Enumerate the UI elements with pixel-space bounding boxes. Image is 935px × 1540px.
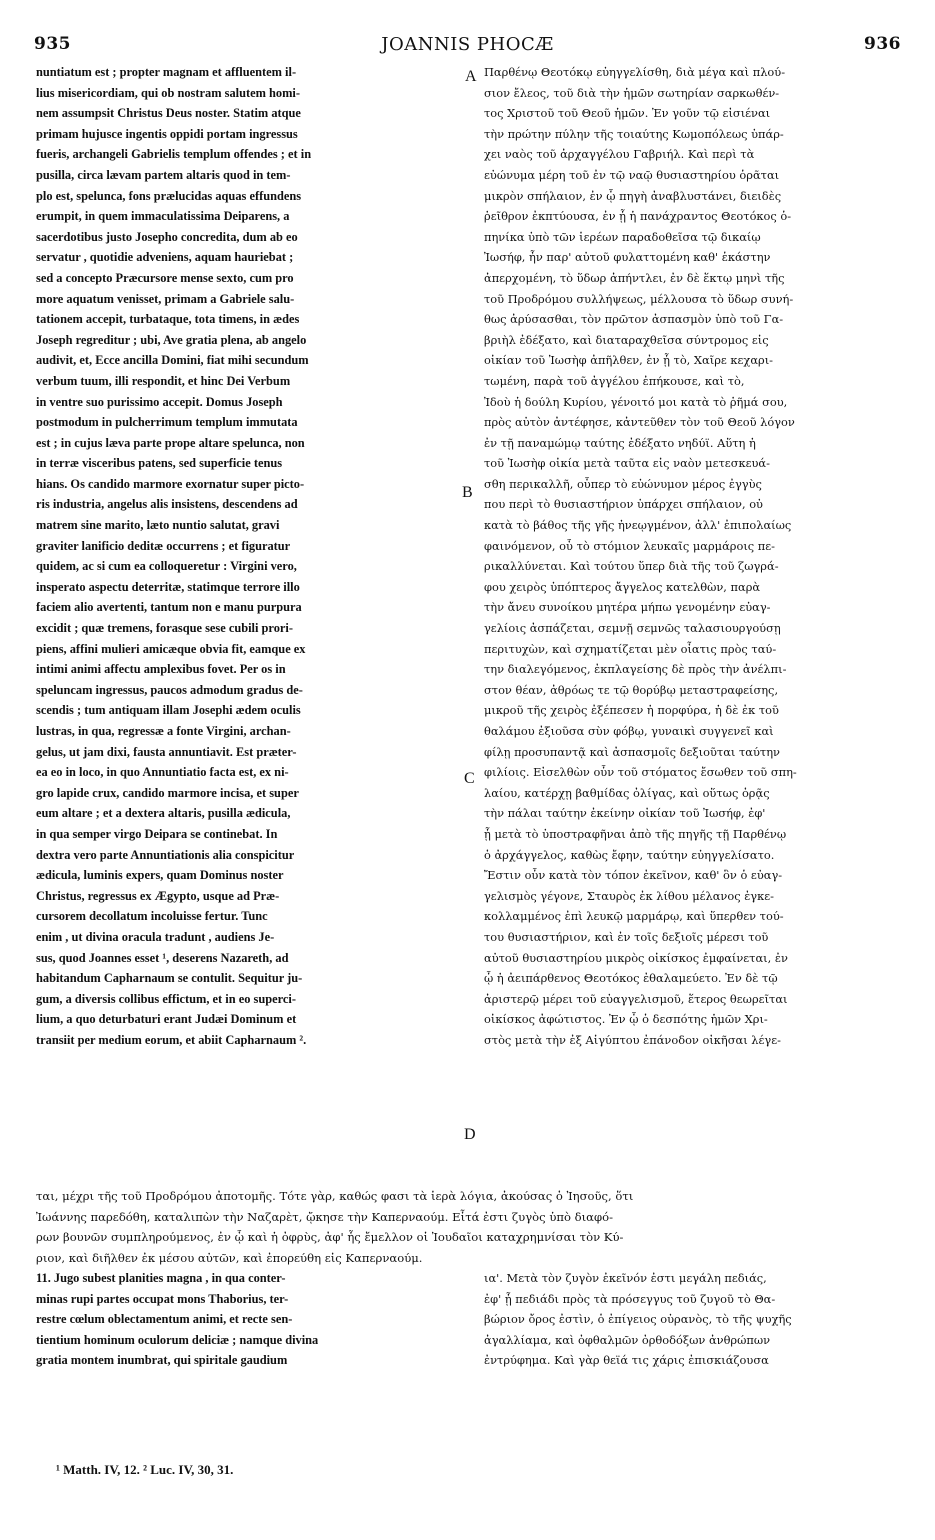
greek-text-line: ῥεῖθρον ἐκπτύουσα, ἐν ᾗ ἡ πανάχραντος Θεοτόκος ὁ- xyxy=(484,209,792,224)
greek-text-line: βώριον ὄρος ἐστὶν, ὁ ἐπίγειος οὐρανὸς, τὸ τῆς ψυχῆς xyxy=(484,1312,792,1327)
latin-text-line: insperato aspectu deterritæ, statimque terrore illo xyxy=(36,579,300,594)
greek-text-line: γελίοις ἀσπάζεται, σεμνῇ σεμνῶς ταλασιουργούσῃ xyxy=(484,621,781,636)
greek-text-line: τοῦ Προδρόμου συλλήψεως, μέλλουσα τὸ ὕδωρ συνή- xyxy=(484,291,794,306)
greek-text-line: τοῦ Ἰωσὴφ οἰκία μετὰ ταῦτα εἰς ναὸν μετεσκευά- xyxy=(484,456,770,471)
greek-text-line: φαινόμενον, οὗ τὸ στόμιον λευκαῖς μαρμάροις πε- xyxy=(484,538,776,553)
latin-text-line: cursorem decollatum incoluisse fertur. Tunc xyxy=(36,909,268,924)
latin-text-line: in ventre suo purissimo accepit. Domus Joseph xyxy=(36,394,283,409)
greek-column xyxy=(484,62,908,1051)
greek-text-line: χει ναὸς τοῦ ἀρχαγγέλου Γαβριήλ. Καὶ περὶ τὰ xyxy=(484,147,755,162)
latin-text-line: plo est, spelunca, fons prælucidas aquas effundens xyxy=(36,188,302,203)
greek-text-line: Παρθένῳ Θεοτόκῳ εὐηγγελίσθη, διὰ μέγα καὶ πλού- xyxy=(484,65,786,79)
greek-text-line: τος Χριστοῦ τοῦ Θεοῦ ἡμῶν. Ἐν γοῦν τῷ εἰσιέναι xyxy=(484,106,771,121)
latin-text-line: lustras, in qua, regressæ a fonte Virgini, archan- xyxy=(36,724,291,738)
latin-text-line: sacerdotibus justo Josepho concredita, dum ab eo xyxy=(36,229,298,244)
greek-text-line: κατὰ τὸ βάθος τῆς γῆς ἠνεῳγμένον, ἀλλ' ἐπιπολαίως xyxy=(484,518,792,533)
latin-text-line: scendis ; tum antiquam illam Josephi ædem oculis xyxy=(36,703,301,718)
greek-text-line: φου χειρὸς ὑπόπτερος ἄγγελος κατελθὼν, παρὰ xyxy=(484,579,761,594)
greek-text-line: εὐώνυμα μέρη τοῦ ἐν τῷ ναῷ θυσιαστηρίου ὁρᾶται xyxy=(484,167,780,182)
greek-text-line: ια'. Μετὰ τὸν ζυγὸν ἐκεῖνόν ἐστι μεγάλη πεδιάς, xyxy=(484,1271,767,1285)
section-marker-a: A xyxy=(465,68,477,85)
greek-text-line: ἀπερχομένη, τὸ ὕδωρ ἀπήντλει, ἐν δὲ ἕκτῳ μηνὶ τῆς xyxy=(484,270,785,285)
latin-text-line: est ; in cujus læva parte prope altare spelunca, non xyxy=(36,435,305,450)
latin-text-line: Christus, regressus ex Ægypto, usque ad Præ- xyxy=(36,888,280,903)
latin-text-line: fueris, archangeli Gabrielis templum offendes ; et in xyxy=(36,147,312,162)
greek-text-line: τὴν πρώτην πύλην τῆς τοιαύτης Κωμοπόλεως ὑπάρ- xyxy=(484,126,784,141)
latin-text-line: gratia montem inumbrat, qui spiritale gaudium xyxy=(36,1353,288,1368)
greek-text-line: ἐφ' ᾗ πεδιάδι πρὸς τὰ πρόσεγγυς τοῦ ζυγοῦ τὸ Θα- xyxy=(484,1291,776,1306)
latin-text-line: sus, quod Joannes esset ¹, deserens Nazareth, ad xyxy=(36,950,289,965)
latin-text-line: erumpit, in quem immaculatissima Deiparens, a xyxy=(36,209,290,224)
latin-text-line: habitandum Capharnaum se contulit. Sequitur ju- xyxy=(36,971,303,986)
latin-text-line: tientium hominum oculorum deliciæ ; namque divina xyxy=(36,1332,319,1347)
latin-text-line: 11. Jugo subest planities magna , in qua conter- xyxy=(36,1271,286,1285)
latin-text-line: dextra vero parte Annuntiationis alia conspicitur xyxy=(36,847,295,862)
greek-text-line: πρὸς αὐτὸν ἀντέφησε, κἀντεῦθεν τὸν τοῦ Θεοῦ λόγον xyxy=(484,415,795,430)
greek-text-line: ὁ ἀρχάγγελος, καθὼς ἔφην, ταύτην εὐηγγελίσατο. xyxy=(484,847,775,862)
greek-text-line: τωμένη, παρὰ τοῦ ἀγγέλου ἐπήκουσε, καὶ τὸ, xyxy=(484,373,745,388)
latin-text-line: postmodum in pulcherrimum templum immutata xyxy=(36,415,298,430)
greek-text-line: στὸς μετὰ τὴν ἐξ Αἰγύπτου ἐπάνοδον οἰκῆσαι λέγε- xyxy=(484,1032,781,1047)
latin-text-line: lius misericordiam, qui ob nostram salutem homi- xyxy=(36,85,300,100)
greek-text-line: θως ἀρύσασθαι, τὸν πρῶτον ἀσπασμὸν ὑπὸ τοῦ Γα- xyxy=(484,312,784,327)
greek-text-line: οἰκίαν τοῦ Ἰωσὴφ ἀπῆλθεν, ἐν ᾗ τὸ, Χαῖρε κεχαρι- xyxy=(484,353,774,368)
latin-text-line: pusilla, circa lævam partem altaris quod in tem- xyxy=(36,167,291,182)
latin-text-line: Joseph regreditur ; ubi, Ave gratia plena, ab angelo xyxy=(36,332,307,347)
greek-text-line: τὴν πάλαι ταύτην ἐκείνην οἰκίαν τοῦ Ἰωσήφ, ἐφ' xyxy=(484,806,766,821)
greek-text-line: ριον, καὶ διῆλθεν ἐκ μέσου αὐτῶν, καὶ ἐπορεύθη εἰς Καπερναούμ. xyxy=(36,1250,423,1265)
greek-text-line: ἀριστερῷ μέρει τοῦ εὐαγγελισμοῦ, ἕτερος θεωρεῖται xyxy=(484,991,788,1006)
latin-text-line: audivit, et, Ecce ancilla Domini, fiat mihi secundum xyxy=(36,353,309,368)
greek-text-line: αὐτοῦ θυσιαστηρίου μικρὸς οἰκίσκος ἐμφαίνεται, ἐν xyxy=(484,950,788,965)
latin-text-line: quidem, ac si cum ea colloqueretur : Virgini vero, xyxy=(36,559,297,574)
greek-fullwidth-paragraph xyxy=(36,1186,908,1268)
greek-text-line: μικρὸν σπήλαιον, ἐν ᾧ πηγὴ ἀναβλυστάνει, διειδὲς xyxy=(484,188,782,203)
greek-text-line: Ἔστιν οὖν κατὰ τὸν τόπον ἐκεῖνον, καθ' ὃν ὁ εὐαγ- xyxy=(484,868,783,883)
greek-text-line: ἐντρύφημα. Καὶ γὰρ θεϊά τις χάρις ἐπισκιάζουσα xyxy=(484,1353,769,1368)
left-page-number: 935 xyxy=(34,34,71,54)
page-header xyxy=(30,34,905,58)
greek-text-line: μικροῦ τῆς χειρὸς ἐξέπεσεν ἡ πορφύρα, ἡ δὲ ἐκ τοῦ xyxy=(484,703,779,718)
greek-text-line: ᾗ μετὰ τὸ ὑποστραφῆναι ἀπὸ τῆς πηγῆς τῇ Παρθένῳ xyxy=(484,826,787,841)
latin-text-line: transiit per medium eorum, et abiit Capharnaum ². xyxy=(36,1032,307,1047)
greek-text-line: σιον ἔλεος, τοῦ διὰ τὴν ἡμῶν σωτηρίαν σαρκωθέν- xyxy=(484,85,780,100)
latin-text-line: sed a concepto Præcursore mense sexto, cum pro xyxy=(36,270,294,285)
greek-text-line: Ἰδοὺ ἡ δούλη Κυρίου, γένοιτό μοι κατὰ τὸ ῥῆμά σου, xyxy=(484,394,788,409)
latin-text-line: more aquatum venisset, primam a Gabriele salu- xyxy=(36,291,295,306)
latin-text-line: servatur , quotidie adveniens, aquam hauriebat ; xyxy=(36,250,294,265)
latin-text-line: gum, a diversis collibus effictum, et in eo superci- xyxy=(36,991,296,1006)
greek-text-line: στον θέαν, ἀθρόως τε τῷ θορύβῳ μεταστραφείσης, xyxy=(484,682,779,697)
latin-text-line: faciem alio avertenti, tantum non e manu purpura xyxy=(36,600,302,615)
latin-text-line: in qua semper virgo Deipara se continebat. In xyxy=(36,826,278,841)
latin-text-line: minas rupi partes occupat mons Thaborius, ter- xyxy=(36,1291,289,1306)
greek-column-section-11 xyxy=(484,1268,908,1371)
running-title: JOANNIS PHOCÆ xyxy=(381,34,554,55)
greek-text-line: Ἰωσήφ, ἦν παρ' αὐτοῦ φυλαττομένη καθ' ἑκάστην xyxy=(484,250,771,265)
latin-text-line: nem assumpsit Christus Deus noster. Statim atque xyxy=(36,106,301,121)
greek-text-line: φιλίοις. Εἰσελθὼν οὖν τοῦ στόματος ἔσωθεν τοῦ σπη- xyxy=(484,765,797,780)
right-page-number: 936 xyxy=(864,34,901,54)
section-marker-b: B xyxy=(462,484,473,501)
greek-text-line: κολλαμμένος ἐπὶ λευκῷ μαρμάρῳ, καὶ ὕπερθεν τού- xyxy=(484,909,784,924)
greek-text-line: ᾧ ἡ ἀειπάρθενος Θεοτόκος ἐθαλαμεύετο. Ἐν δὲ τῷ xyxy=(484,971,778,986)
latin-text-line: enim , ut divina oracula tradunt , audiens Je- xyxy=(36,929,275,944)
latin-column xyxy=(36,62,460,1051)
latin-text-line: lium, a quo deturbaturi erant Judæi Dominum et xyxy=(36,1012,297,1027)
greek-text-line: του θυσιαστήριον, καὶ ἐν τοῖς δεξιοῖς μέρεσι τοῦ xyxy=(484,929,769,944)
latin-text-line: ris industria, angelus alis insistens, descendens ad xyxy=(36,497,298,512)
latin-column-section-11 xyxy=(36,1268,460,1371)
latin-text-line: ædicula, luminis expers, quam Dominus noster xyxy=(36,868,284,883)
latin-text-line: piens, affini mulieri amicæque obvia fit, eamque ex xyxy=(36,641,306,656)
latin-text-line: excidit ; quæ tremens, forasque sese cubili prori- xyxy=(36,621,293,636)
latin-text-line: nuntiatum est ; propter magnam et affluentem il- xyxy=(36,65,297,79)
greek-text-line: ἐν τῇ παναμώμῳ ταύτης ἐδέξατο νηδύϊ. Αὕτη ἡ xyxy=(484,435,756,450)
greek-text-line: που περὶ τὸ θυσιαστήριον ὑπάρχει σπήλαιον, οὐ xyxy=(484,497,763,512)
greek-text-line: πηνίκα ὑπὸ τῶν ἱερέων παραδοθεῖσα τῷ δικαίῳ xyxy=(484,229,761,244)
greek-text-line: σθη περικαλλῆ, οὗπερ τὸ εὐώνυμον μέρος ἐγγὺς xyxy=(484,476,762,491)
greek-text-line: λαίου, κατέρχῃ βαθμίδας ὀλίγας, καὶ οὕτως ὁρᾷς xyxy=(484,785,770,800)
section-marker-c: C xyxy=(464,770,475,787)
greek-text-line: φίλῃ προσυπαντᾷ καὶ ἀσπασμοῖς δεξιοῦται ταύτην xyxy=(484,744,780,759)
latin-text-line: primam hujusce ingentis oppidi portam ingressus xyxy=(36,126,298,141)
latin-text-line: matrem sine marito, læto nuntio salutat, gravi xyxy=(36,518,280,533)
latin-text-line: in terræ visceribus patens, sed superficie tenus xyxy=(36,456,283,471)
latin-text-line: intimi animi affectu amplexibus fovet. Per os in xyxy=(36,662,286,677)
latin-text-line: tationem accepit, turbataque, tota timens, in ædes xyxy=(36,312,300,327)
latin-text-line: gelus, ut jam dixi, fausta annuntiavit. Est præter- xyxy=(36,744,297,759)
greek-text-line: θαλάμου ἐξιοῦσα σὺν φόβῳ, γυναικὶ συγγενεῖ καὶ xyxy=(484,724,774,738)
latin-text-line: graviter lanificio deditæ occurrens ; et figuratur xyxy=(36,538,291,553)
latin-text-line: speluncam ingressus, paucos admodum gradus de- xyxy=(36,682,303,697)
greek-text-line: ἀγαλλίαμα, καὶ ὀφθαλμῶν ὀρθοδόξων ἀνθρώπων xyxy=(484,1332,771,1347)
greek-text-line: την διαλεγόμενος, ἐκπλαγείσης δὲ πρὸς τὴν ἀνέλπι- xyxy=(484,662,787,677)
greek-text-line: βριὴλ ἐδέξατο, καὶ διαταραχθεῖσα σύντρομος εἰς xyxy=(484,332,769,347)
greek-text-line: ρων βουνῶν συμπληρούμενος, ἐν ᾧ καὶ ἡ ὀφρὺς, ἀφ' ἧς ἔμελλον οἱ Ἰουδαῖοι καταχρημνίσαι τὸν Κύ- xyxy=(36,1230,624,1245)
greek-text-line: ται, μέχρι τῆς τοῦ Προδρόμου ἀποτομῆς. Τότε γὰρ, καθώς φασι τὰ ἱερὰ λόγια, ἀκούσας ὁ Ἰησοῦς, ὅτι xyxy=(36,1189,634,1203)
latin-text-line: hians. Os candido marmore exornatur super picto- xyxy=(36,476,305,491)
greek-text-line: περιτυχὼν, καὶ σχηματίζεται μὲν οἷατις πρὸς ταύ- xyxy=(484,641,777,656)
latin-text-line: gro lapide crux, candido marmore incisa, et super xyxy=(36,785,299,800)
footnotes: ¹ Matth. IV, 12. ² Luc. IV, 30, 31. xyxy=(56,1462,234,1477)
latin-text-line: restre cœlum oblectamentum animi, et recte sen- xyxy=(36,1312,293,1327)
latin-text-line: ea eo in loco, in quo Annuntiatio facta est, ex ni- xyxy=(36,765,289,780)
latin-text-line: verbum tuum, illi respondit, et hinc Dei Verbum xyxy=(36,373,291,388)
greek-text-line: οἰκίσκος ἀφώτιστος. Ἐν ᾧ ὁ δεσπότης ἡμῶν Χρι- xyxy=(484,1012,768,1027)
latin-text-line: eum altare ; et a dextera altaris, pusilla ædicula, xyxy=(36,806,291,821)
section-marker-d: D xyxy=(464,1126,476,1143)
greek-text-line: Ἰωάννης παρεδόθη, καταλιπὼν τὴν Ναζαρὲτ, ᾤκησε τὴν Καπερναούμ. Εἶτά ἐστι ζυγὸς ὑπὸ διαφό- xyxy=(36,1209,614,1224)
greek-text-line: γελισμὸς γέγονε, Σταυρὸς ἐκ λίθου μέλανος ἐγκε- xyxy=(484,888,774,903)
greek-text-line: ρικαλλύνεται. Καὶ τούτου ὕπερ διὰ τῆς τοῦ ζωγρά- xyxy=(484,559,779,574)
greek-text-line: τὴν ἄνευ συνοίκου μητέρα μήπω γενομένην εὐαγ- xyxy=(484,600,771,615)
